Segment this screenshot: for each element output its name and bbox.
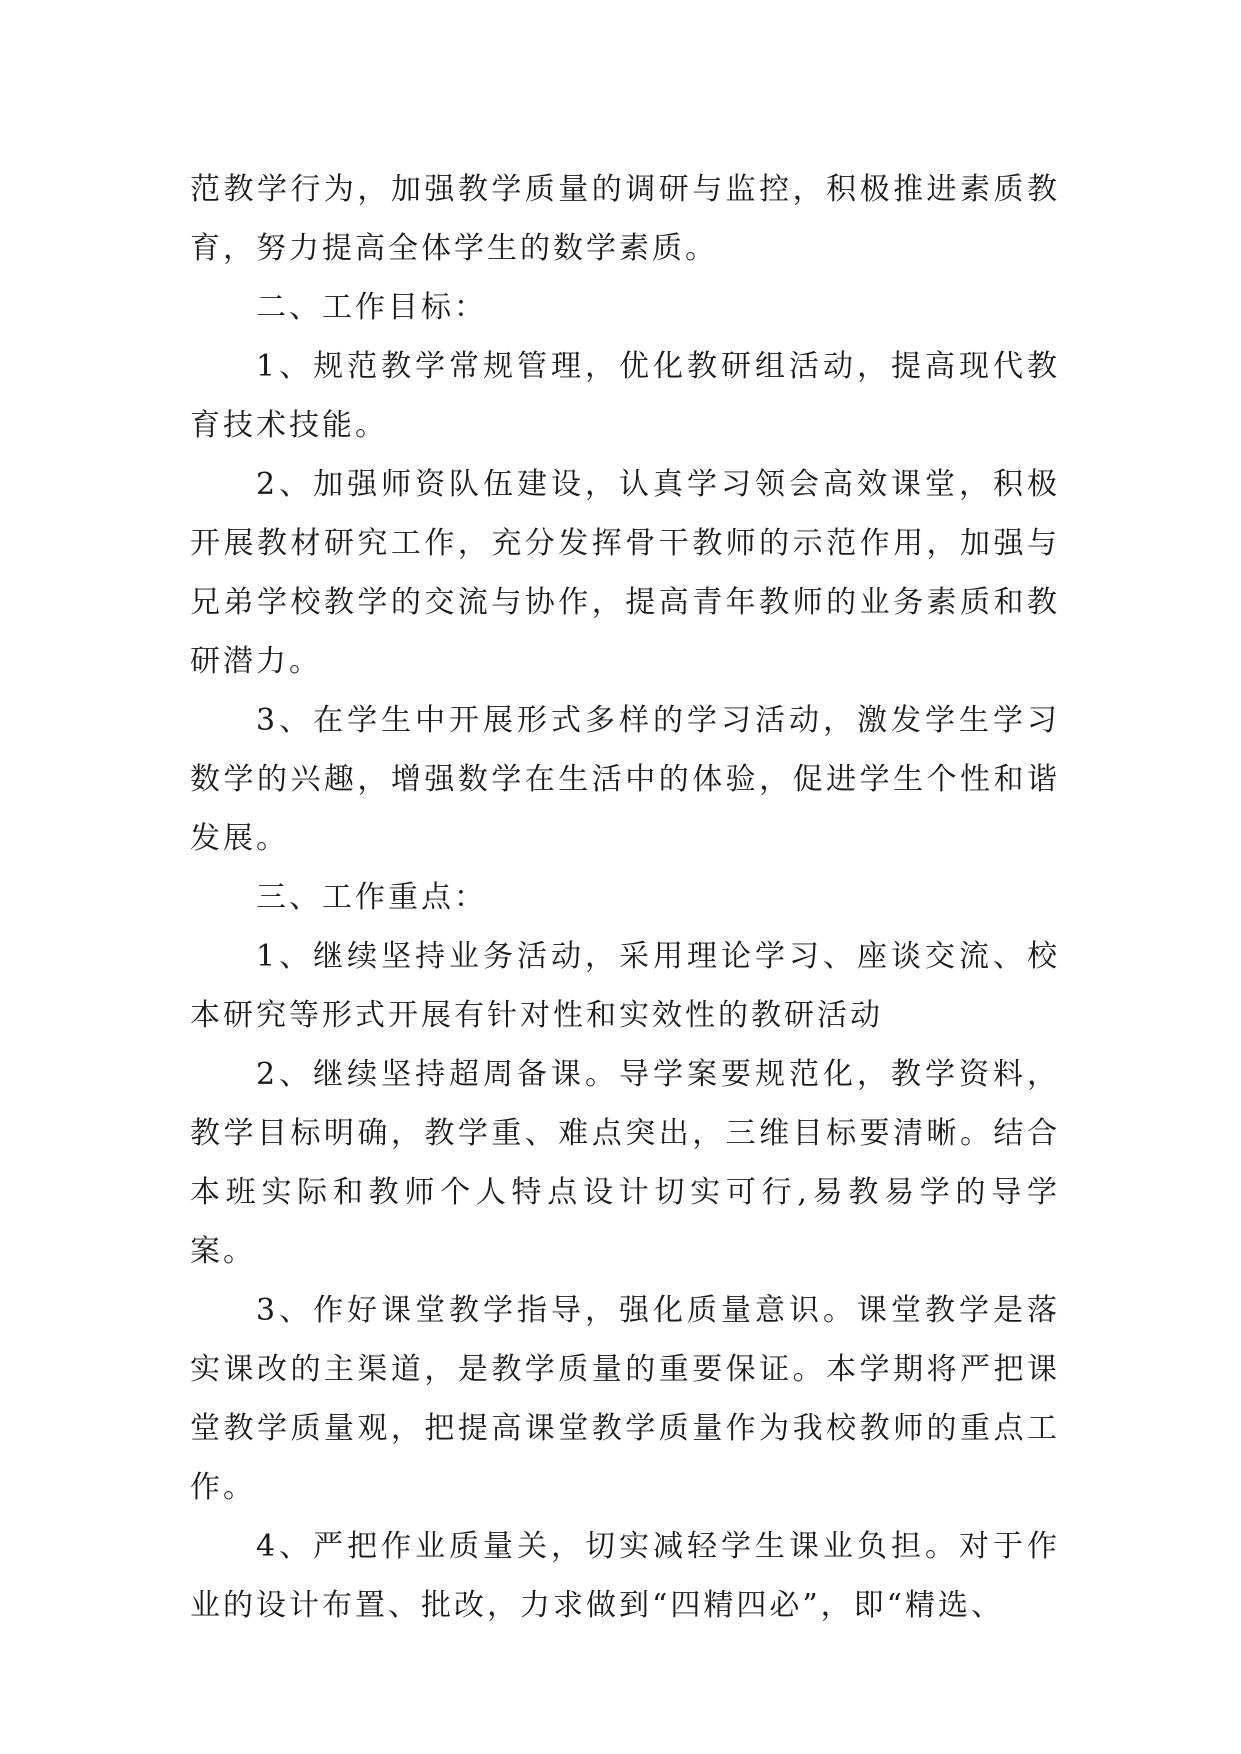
document-body bbox=[190, 160, 1060, 1635]
section-heading-focus: 三、工作重点： bbox=[256, 880, 487, 915]
section-heading-goals: 二、工作目标： bbox=[256, 290, 487, 325]
focus-item-1: 1、继续坚持业务活动，采用理论学习、座谈交流、校本研究等形式开展有针对性和实效性的教研活动 bbox=[190, 939, 1060, 1033]
goal-item-3: 3、在学生中开展形式多样的学习活动，激发学生学习数学的兴趣，增强数学在生活中的体验，促进学生个性和谐发展。 bbox=[190, 703, 1060, 856]
goal-item-1: 1、规范教学常规管理，优化教研组活动，提高现代教育技术技能。 bbox=[190, 349, 1060, 443]
paragraph-continuation: 范教学行为，加强教学质量的调研与监控，积极推进素质教育，努力提高全体学生的数学素质。 bbox=[190, 172, 1060, 266]
focus-item-3: 3、作好课堂教学指导，强化质量意识。课堂教学是落实课改的主渠道，是教学质量的重要保证。本学期将严把课堂教学质量观，把提高课堂教学质量作为我校教师的重点工作。 bbox=[190, 1293, 1060, 1505]
goal-item-2: 2、加强师资队伍建设，认真学习领会高效课堂，积极开展教材研究工作，充分发挥骨干教师的示范作用，加强与兄弟学校教学的交流与协作，提高青年教师的业务素质和教研潜力。 bbox=[190, 467, 1060, 679]
focus-item-2: 2、继续坚持超周备课。导学案要规范化，教学资料，教学目标明确，教学重、难点突出，三维目标要清晰。结合本班实际和教师个人特点设计切实可行,易教易学的导学案。 bbox=[190, 1057, 1060, 1269]
focus-item-4: 4、严把作业质量关，切实减轻学生课业负担。对于作业的设计布置、批改，力求做到“四精四必”，即“精选、 bbox=[190, 1529, 1060, 1623]
